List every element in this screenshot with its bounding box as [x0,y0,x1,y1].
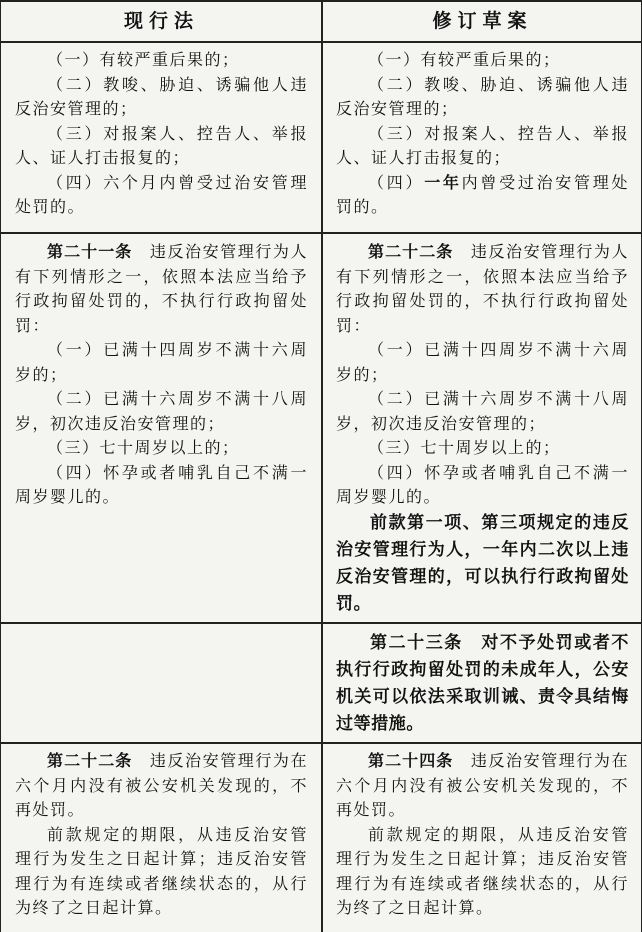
clause-text: （三）七十周岁以上的； [368,438,561,457]
article-number: 第二十二条 [47,751,133,770]
clause-text: （三）对报案人、控告人、举报人、证人打击报复的； [15,123,308,167]
clause-text: （二）教唆、胁迫、诱骗他人违反治安管理的； [15,74,308,118]
row-divider [1,742,642,744]
article-number: 第二十一条 [47,242,133,261]
article-text: 违反治安管理行为人有下列情形之一，依照本法应当给予行政拘留处罚的，不执行行政拘留处罚： [15,242,308,335]
row4-left-cell [1,749,322,921]
article-paragraph [15,240,308,338]
clause-text: 前款规定的期限，从违反治安管理行为发生之日起计算；违反治安管理行为有连续或者继续状态的，从行为终了之日起计算。 [336,824,629,917]
row2-right-cell [322,240,642,618]
article-text: 违反治安管理行为在六个月内没有被公安机关发现的，不再处罚。 [336,751,629,819]
article-number: 第二十二条 [368,242,454,261]
clause-text: （三）对报案人、控告人、举报人、证人打击报复的； [336,123,629,167]
header-divider [1,41,642,43]
article-text: 违反治安管理行为在六个月内没有被公安机关发现的，不再处罚。 [15,751,308,819]
clause-rest: 内曾受过治安管理处罚的。 [336,172,629,216]
header-current-law: 现行法 [123,10,199,32]
clause-text: （三）七十周岁以上的； [47,438,240,457]
added-article: 第二十三条 对不予处罚或者不执行行政拘留处罚的未成年人，公安机关可以依法采取训诫、责令具结悔过等措施。 [336,633,629,734]
article-paragraph [336,240,629,338]
clause-text: （二）教唆、胁迫、诱骗他人违反治安管理的； [336,74,629,118]
clause-text: （一）已满十四周岁不满十六周岁的； [336,340,629,384]
clause-text: （一）有较严重后果的； [47,50,240,69]
table-top-border [1,0,642,2]
clause-text: （四）怀孕或者哺乳自己不满一周岁婴儿的。 [15,462,308,506]
header-revised-draft: 修订草案 [432,10,533,32]
row4-right-cell [322,749,642,921]
row-divider [1,622,642,624]
clause-text: 前款规定的期限，从违反治安管理行为发生之日起计算；违反治安管理行为有连续或者继续状态的，从行为终了之日起计算。 [15,824,308,917]
clause-text: （一）有较严重后果的； [368,50,561,69]
modified-term: 一年 [424,172,462,192]
row2-left-cell [1,240,322,510]
row1-left-cell [1,48,322,220]
article-paragraph [15,749,308,823]
clause-text: （四）六个月内曾受过治安管理处罚的。 [15,172,308,216]
clause-text: （二）已满十六周岁不满十八周岁，初次违反治安管理的； [336,389,629,433]
clause-text: （一）已满十四周岁不满十六周岁的； [15,340,308,384]
article-text: 违反治安管理行为人有下列情形之一，依照本法应当给予行政拘留处罚的，不执行行政拘留处罚： [336,242,629,335]
row-divider [1,232,642,234]
clause-text: （四）怀孕或者哺乳自己不满一周岁婴儿的。 [336,462,629,506]
row3-right-cell [322,630,642,738]
article-number: 第二十四条 [368,751,454,770]
clause-prefix: （四） [368,172,425,192]
clause-text: （二）已满十六周岁不满十八周岁，初次违反治安管理的； [15,389,308,433]
article-paragraph [336,749,629,823]
added-paragraph: 前款第一项、第三项规定的违反治安管理行为人，一年内二次以上违反治安管理的，可以执行行政拘留处罚。 [336,512,629,614]
clause-text-modified [336,171,629,220]
row1-right-cell [322,48,642,220]
